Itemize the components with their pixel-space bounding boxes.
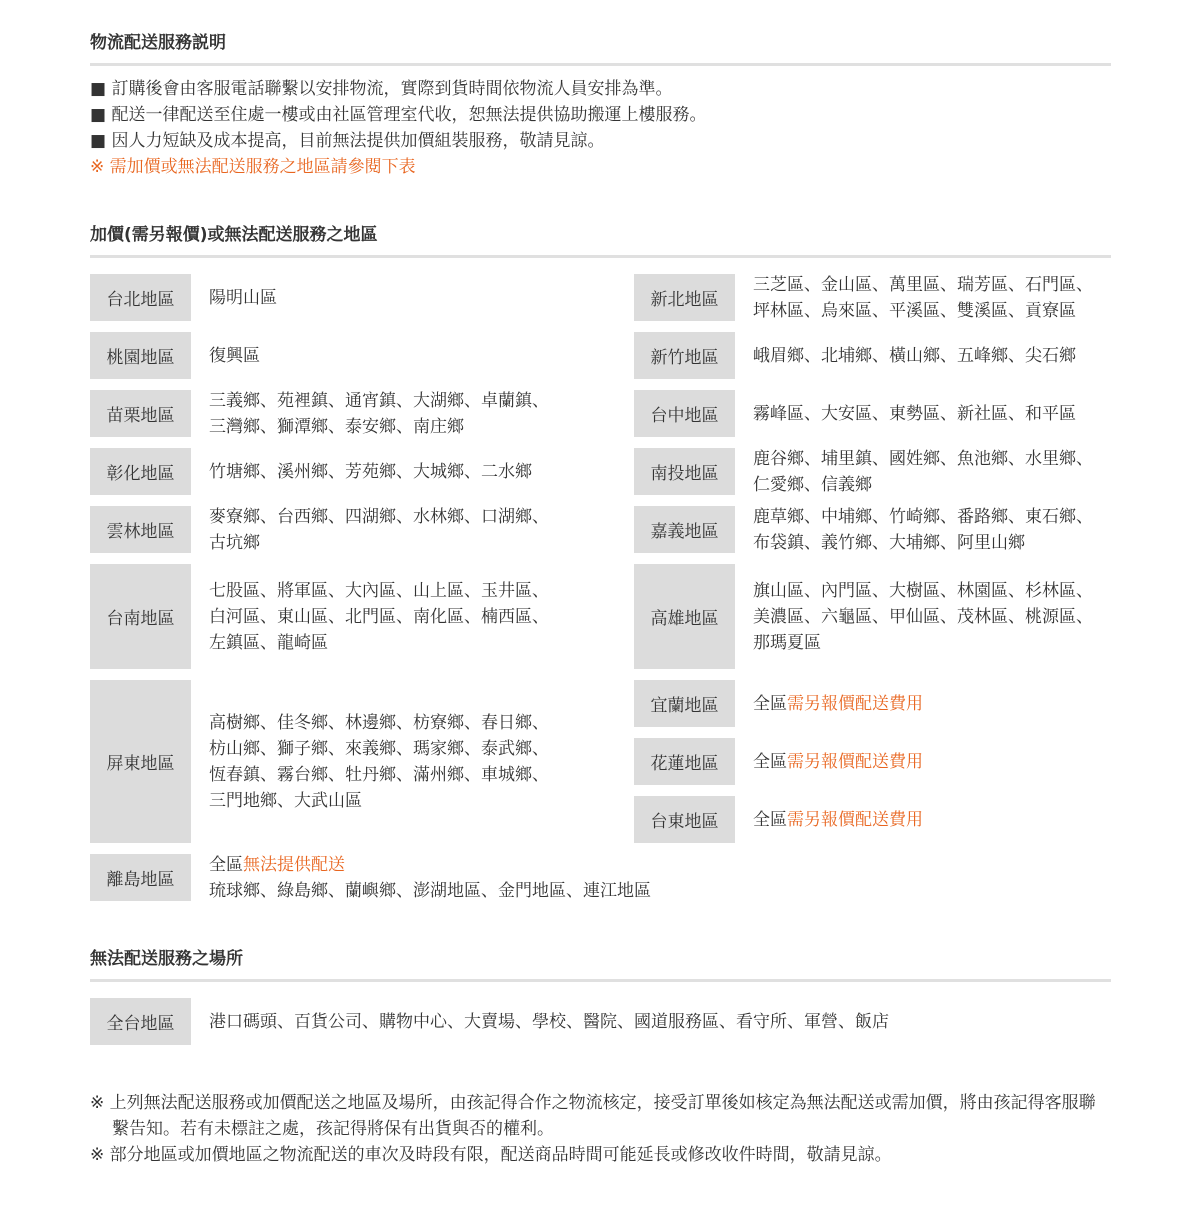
region-label: 彰化地區: [90, 448, 191, 495]
region-label: 嘉義地區: [634, 506, 735, 553]
region-label: 離島地區: [90, 854, 191, 901]
region-value: [753, 738, 923, 785]
region-line: 竹塘鄉、溪州鄉、芳苑鄉、大城鄉、二水鄉: [209, 461, 532, 482]
region-highlight: 需另報價配送費用: [787, 751, 923, 772]
region-line: 三灣鄉、獅潭鄉、泰安鄉、南庄鄉: [209, 416, 464, 437]
region-line: 仁愛鄉、信義鄉: [753, 474, 872, 495]
highlight-note: ※ 需加價或無法配送服務之地區請參閱下表: [90, 157, 416, 177]
region-value: [209, 448, 532, 495]
region-line: 復興區: [209, 345, 260, 366]
region-line: 七股區、將軍區、大內區、山上區、玉井區、: [209, 580, 549, 601]
region-label: 南投地區: [634, 448, 735, 495]
region-line: 三芝區、金山區、萬里區、瑞芳區、石門區、: [753, 274, 1093, 295]
region-label: 台南地區: [90, 564, 191, 669]
region-value: [209, 854, 651, 901]
region-line: 鹿谷鄉、埔里鎮、國姓鄉、魚池鄉、水里鄉、: [753, 448, 1093, 469]
region-label: 台中地區: [634, 390, 735, 437]
region-highlight: 無法提供配送: [243, 854, 345, 875]
region-label: 苗栗地區: [90, 390, 191, 437]
region-label: 台東地區: [634, 796, 735, 843]
region-value: [209, 564, 549, 669]
region-label: 花蓮地區: [634, 738, 735, 785]
region-prefix: 全區: [209, 854, 243, 875]
region-label: 新竹地區: [634, 332, 735, 379]
region-value: [753, 332, 1076, 379]
region-line: 琉球鄉、綠島鄉、蘭嶼鄉、澎湖地區、金門地區、連江地區: [209, 880, 651, 901]
region-value: [209, 332, 260, 379]
bullet-item: ■ 因人力短缺及成本提高，目前無法提供加價組裝服務，敬請見諒。: [90, 131, 605, 151]
region-line: 鹿草鄉、中埔鄉、竹崎鄉、番路鄉、東石鄉、: [753, 506, 1093, 527]
region-value: [753, 796, 923, 843]
region-line: 白河區、東山區、北門區、南化區、楠西區、: [209, 606, 549, 627]
bullet-item: ■ 配送一律配送至住處一樓或由社區管理室代收，恕無法提供協助搬運上樓服務。: [90, 105, 707, 125]
region-label: 新北地區: [634, 274, 735, 321]
region-prefix: 全區: [753, 809, 787, 830]
region-value: [753, 564, 1093, 669]
bullet-item: ■ 訂購後會由客服電話聯繫以安排物流，實際到貨時間依物流人員安排為準。: [90, 79, 673, 99]
region-line: 三門地鄉、大武山區: [209, 790, 362, 811]
region-label: 屏東地區: [90, 680, 191, 843]
region-line: 美濃區、六龜區、甲仙區、茂林區、桃源區、: [753, 606, 1093, 627]
region-label: 台北地區: [90, 274, 191, 321]
region-highlight: 需另報價配送費用: [787, 693, 923, 714]
region-line: 坪林區、烏來區、平溪區、雙溪區、貢寮區: [753, 300, 1076, 321]
section-title-undeliverable-places: 無法配送服務之場所: [90, 948, 1111, 982]
region-line: 旗山區、內門區、大樹區、林園區、杉林區、: [753, 580, 1093, 601]
region-value: [209, 506, 549, 553]
region-line: 枋山鄉、獅子鄉、來義鄉、瑪家鄉、泰武鄉、: [209, 738, 549, 759]
region-prefix: 全區: [753, 693, 787, 714]
region-value: [209, 390, 549, 437]
region-line: 霧峰區、大安區、東勢區、新社區、和平區: [753, 403, 1076, 424]
region-line: 布袋鎮、義竹鄉、大埔鄉、阿里山鄉: [753, 532, 1025, 553]
region-value: [753, 390, 1076, 437]
region-value: [753, 448, 1093, 495]
region-value: [209, 998, 889, 1045]
region-value: [753, 274, 1093, 321]
region-line: 那瑪夏區: [753, 632, 821, 653]
region-value: [209, 274, 277, 321]
region-line: 左鎮區、龍崎區: [209, 632, 328, 653]
region-value: [753, 680, 923, 727]
region-line: 古坑鄉: [209, 532, 260, 553]
footnote: ※ 部分地區或加價地區之物流配送的車次及時段有限，配送商品時間可能延長或修改收件時間，敬請見諒。: [90, 1145, 892, 1165]
region-line: 峨眉鄉、北埔鄉、橫山鄉、五峰鄉、尖石鄉: [753, 345, 1076, 366]
region-label: 宜蘭地區: [634, 680, 735, 727]
section-title-delivery-service: 物流配送服務説明: [90, 32, 1111, 66]
region-line: 陽明山區: [209, 287, 277, 308]
region-value: [209, 680, 549, 843]
region-label: 高雄地區: [634, 564, 735, 669]
region-label: 雲林地區: [90, 506, 191, 553]
region-line: 高樹鄉、佳冬鄉、林邊鄉、枋寮鄉、春日鄉、: [209, 712, 549, 733]
footnotes: [90, 1090, 1111, 1168]
region-label: 桃園地區: [90, 332, 191, 379]
region-line: 恆春鎮、霧台鄉、牡丹鄉、滿州鄉、車城鄉、: [209, 764, 549, 785]
region-line: 三義鄉、苑裡鎮、通宵鎮、大湖鄉、卓蘭鎮、: [209, 390, 549, 411]
footnote: ※ 上列無法配送服務或加價配送之地區及場所，由孩記得合作之物流核定，接受訂單後如核定為無法配送或需加價，將由孩記得客服聯繫告知。若有未標註之處，孩記得將保有出貨與否的權利。: [90, 1093, 1096, 1139]
region-label: 全台地區: [90, 998, 191, 1045]
region-line: [209, 852, 651, 878]
section-title-surcharge-areas: 加價(需另報價)或無法配送服務之地區: [90, 224, 1111, 258]
region-line: 港口碼頭、百貨公司、購物中心、大賣場、學校、醫院、國道服務區、看守所、軍營、飯店: [209, 1011, 889, 1032]
region-line: 麥寮鄉、台西鄉、四湖鄉、水林鄉、口湖鄉、: [209, 506, 549, 527]
region-value: [753, 506, 1093, 553]
region-prefix: 全區: [753, 751, 787, 772]
region-highlight: 需另報價配送費用: [787, 809, 923, 830]
delivery-bullets: [90, 76, 1111, 180]
